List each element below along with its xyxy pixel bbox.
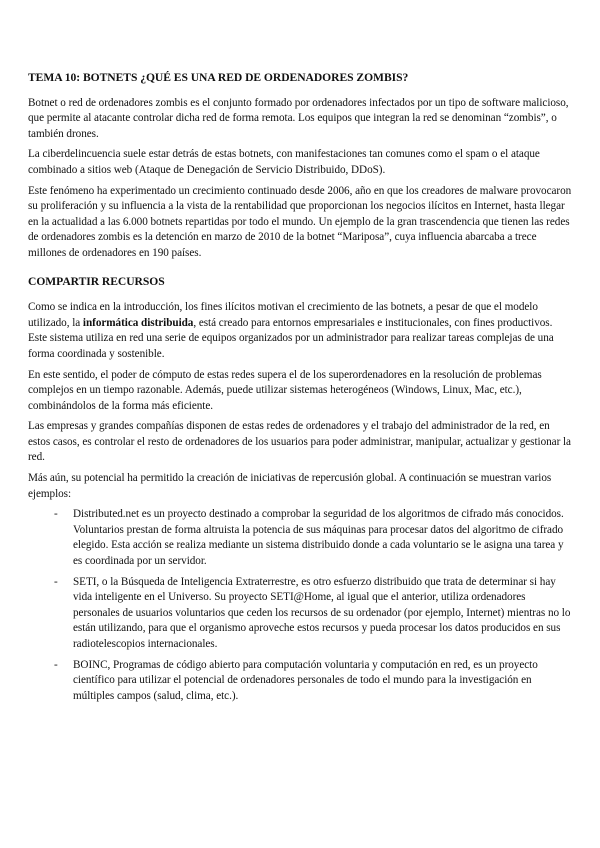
list-item-text: BOINC, Programas de código abierto para computación voluntaria y computación en red, es un proyecto científico para utilizar el potencial de ordenadores personales de todo el mundo para la investigación en múltiples campos (salud, clima, etc.).: [73, 658, 538, 702]
paragraph-text-start: Como se indica en la introducción, los fines ilícitos motivan el crecimiento de las botnets, a pesar de que el modelo utilizado, la: [28, 301, 538, 329]
section-paragraph-4: Más aún, su potencial ha permitido la creación de iniciativas de repercusión global. A continuación se muestran varios ejemplos:: [28, 472, 552, 500]
section-paragraph-3: Las empresas y grandes compañías disponen de estas redes de ordenadores y el trabajo del administrador de la red, en estos casos, es controlar el resto de ordenadores de los usuarios para poder administrar, manipular, actualizar y gestionar la red.: [28, 420, 571, 464]
intro-paragraph-2: La ciberdelincuencia suele estar detrás de estas botnets, con manifestaciones tan comunes como el spam o el ataque combinado a sitios web (Ataque de Denegación de Servicio Distribuido, DDoS).: [28, 148, 540, 176]
list-item-text: Distributed.net es un proyecto destinado a comprobar la seguridad de los algoritmos de cifrado más conocidos. Voluntarios prestan de forma altruista la potencia de sus máquinas para procesar datos del algoritmo de cifrado elegido. Esta acción se realiza mediante un sistema distribuido donde a cada voluntario se le asigna una tarea y es coordinada por un servidor.: [73, 508, 564, 568]
section-paragraph-2: En este sentido, el poder de cómputo de estas redes supera el de los superordenadores en la resolución de problemas complejos en un tiempo razonable. Además, puede utilizar sistemas heterogéneos (Windows, Linux, Mac, etc.), combinándolos de la forma más eficiente.: [28, 368, 542, 412]
list-item: [28, 507, 574, 569]
intro-paragraph-3: Este fenómeno ha experimentado un crecimiento continuado desde 2006, año en que los creadores de malware provocaron su proliferación y su influencia a la vista de la rentabilidad que proporcionan los negocios ilícitos en Internet, hasta llegar en la actualidad a las 6.000 botnets repartidas por todo el mundo. Un ejemplo de la gran trascendencia que tienen las redes de ordenadores zombis es la detención en marzo de 2010 de la botnet “Mariposa”, cuya influencia abarcaba a trece millones de ordenadores en 190 países.: [28, 184, 572, 259]
bold-term: informática distribuida: [82, 316, 194, 329]
list-item: [28, 575, 574, 653]
examples-list: [28, 507, 574, 704]
section-heading: COMPARTIR RECURSOS: [28, 274, 165, 288]
document-page: [28, 70, 574, 709]
list-item-text: SETI, o la Búsqueda de Inteligencia Extraterrestre, es otro esfuerzo distribuido que trata de determinar si hay vida inteligente en el Universo. Su proyecto SETI@Home, al igual que el anterior, utiliza ordenadores personales de usuarios voluntarios que ceden los recursos de su ordenador (por ejemplo, Internet) mientras no lo están utilizando, para que el organismo aproveche estos recursos y pueda procesar los datos producidos en sus radiotelescopios internacionales.: [73, 575, 571, 650]
list-item: [28, 658, 574, 705]
bullet-dash: -: [54, 658, 58, 671]
intro-paragraph-1: Botnet o red de ordenadores zombis es el conjunto formado por ordenadores infectados por un tipo de software malicioso, que permite al atacante controlar dicha red de forma remota. Los equipos que integran la red se denominan “zombis”, o también drones.: [28, 96, 569, 140]
paragraph-text-end: , está creado para entornos empresariales e institucionales, con fines productivos. Este sistema utiliza en red una serie de equipos organizados por un administrador para realizar tareas complejas de una forma coordinada y sostenible.: [28, 316, 554, 360]
bullet-dash: -: [54, 575, 58, 588]
bullet-dash: -: [54, 508, 58, 521]
document-title: TEMA 10: BOTNETS ¿QUÉ ES UNA RED DE ORDENADORES ZOMBIS?: [28, 71, 409, 84]
section-paragraph-1: [28, 300, 574, 362]
